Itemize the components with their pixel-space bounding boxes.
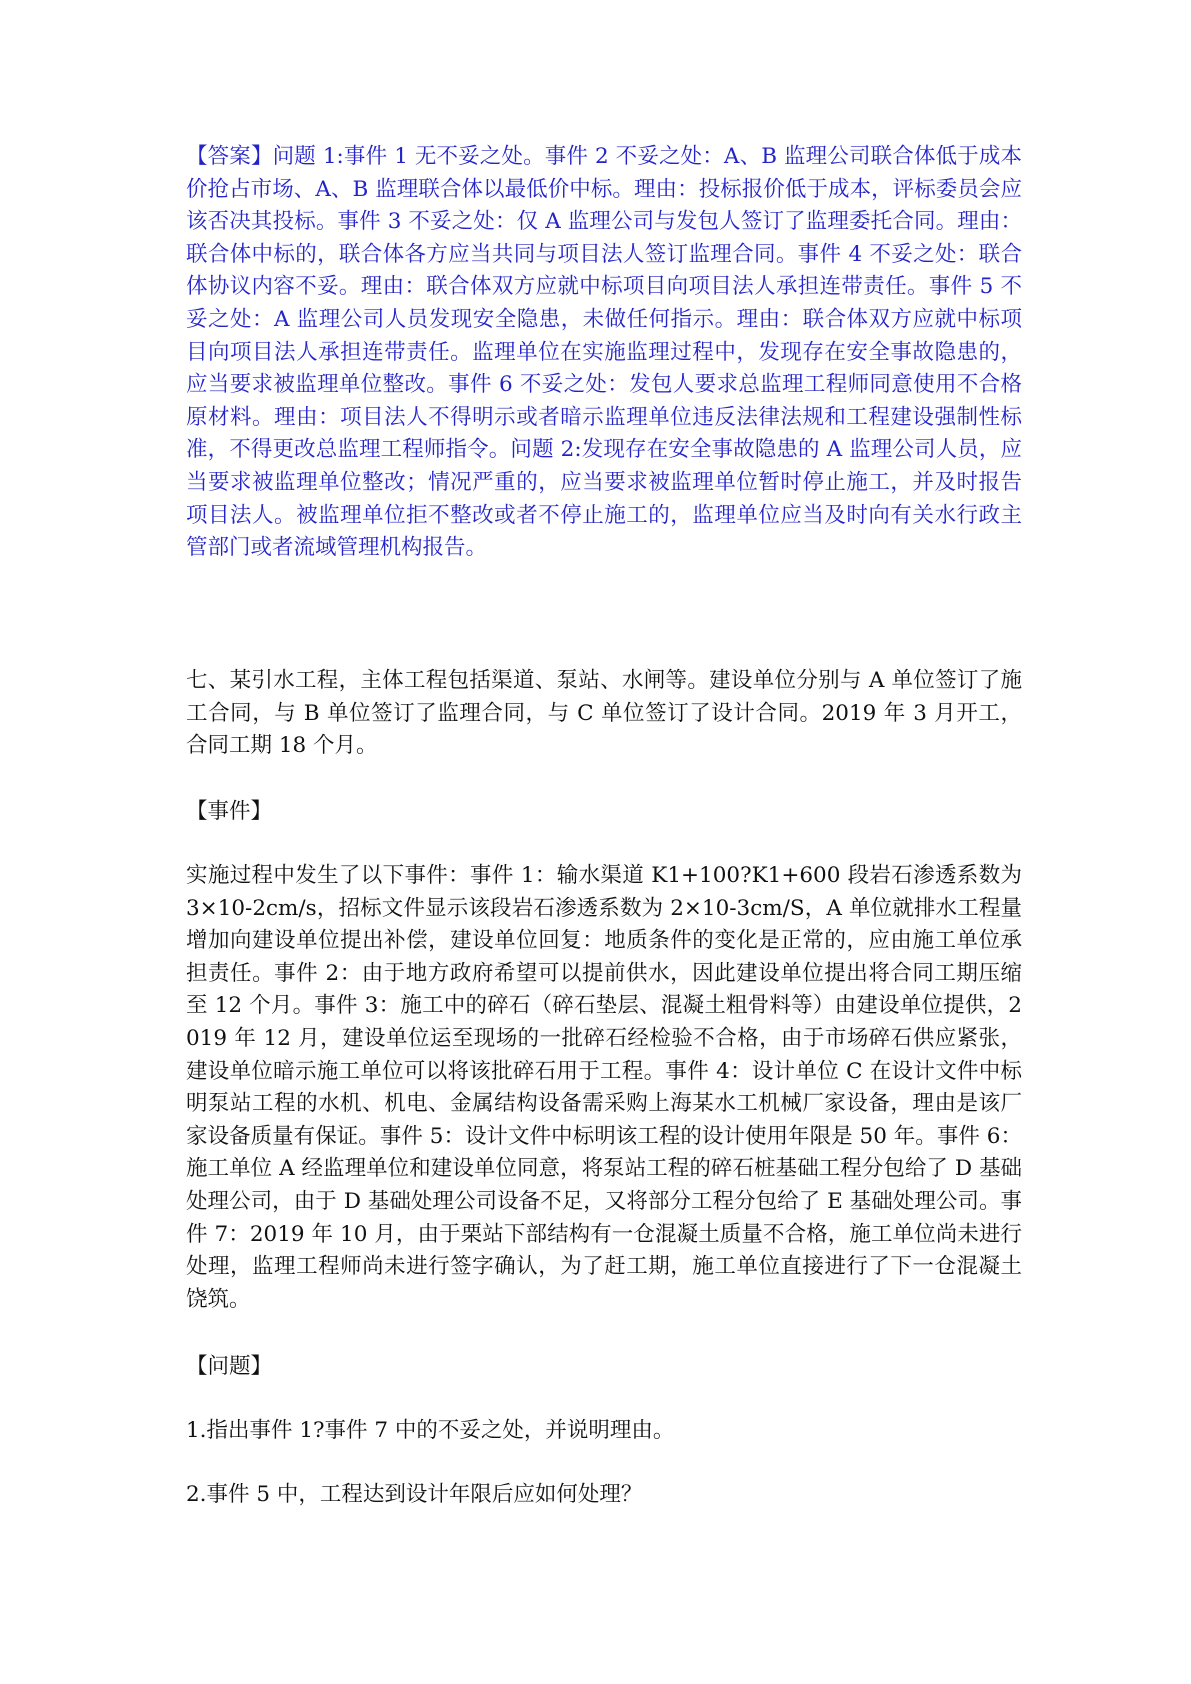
events-heading: 【事件】	[186, 799, 273, 824]
question-item-2: 2.事件 5 中，工程达到设计年限后应如何处理？	[186, 1482, 643, 1507]
answer-paragraph: 【答案】问题 1:事件 1 无不妥之处。事件 2 不妥之处：A、B 监理公司联合体低于成本价抢占市场、A、B 监理联合体以最低价中标。理由：投标报价低于成本，评标委员会应该否决其投标。事件 3 不妥之处：仅 A 监理公司与发包人签订了监理委托合同。理由：联合体中标的，联合体各方应当共同与项目法人签订监理合同。事件 4 不妥之处：联合体协议内容不妥。理由：联合体双方应就中标项目向项目法人承担连带责任。事件 5 不妥之处：A 监理公司人员发现安全隐患，未做任何指示。理由：联合体双方应就中标项目向项目法人承担连带责任。监理单位在实施监理过程中，发现存在安全事故隐患的，应当要求被监理单位整改。事件 6 不妥之处：发包人要求总监理工程师同意使用不合格原材料。理由：项目法人不得明示或者暗示监理单位违反法律法规和工程建设强制性标准，不得更改总监理工程师指令。问题 2:发现存在安全事故隐患的 A 监理公司人员，应当要求被监理单位整改；情况严重的，应当要求被监理单位暂时停止施工，并及时报告项目法人。被监理单位拒不整改或者不停止施工的，监理单位应当及时向有关水行政主管部门或者流域管理机构报告。	[186, 144, 1022, 561]
questions-heading: 【问题】	[186, 1354, 273, 1379]
question-intro: 七、某引水工程，主体工程包括渠道、泵站、水闸等。建设单位分别与 A 单位签订了施工合同，与 B 单位签订了监理合同，与 C 单位签订了设计合同。2019 年 3 月开工，合同工期 18 个月。	[186, 668, 1022, 759]
question-item-1: 1.指出事件 1?事件 7 中的不妥之处，并说明理由。	[186, 1418, 675, 1443]
events-paragraph: 实施过程中发生了以下事件：事件 1：输水渠道 K1+100?K1+600 段岩石渗透系数为 3×10-2cm/s，招标文件显示该段岩石渗透系数为 2×10-3cm/S，A 单位就排水工程量增加向建设单位提出补偿，建设单位回复：地质条件的变化是正常的，应由施工单位承担责任。事件 2：由于地方政府希望可以提前供水，因此建设单位提出将合同工期压缩至 12 个月。事件 3：施工中的碎石（碎石垫层、混凝土粗骨料等）由建设单位提供，2019 年 12 月，建设单位运至现场的一批碎石经检验不合格，由于市场碎石供应紧张，建设单位暗示施工单位可以将该批碎石用于工程。事件 4：设计单位 C 在设计文件中标明泵站工程的水机、机电、金属结构设备需采购上海某水工机械厂家设备，理由是该厂家设备质量有保证。事件 5：设计文件中标明该工程的设计使用年限是 50 年。事件 6：施工单位 A 经监理单位和建设单位同意，将泵站工程的碎石桩基础工程分包给了 D 基础处理公司，由于 D 基础处理公司设备不足，又将部分工程分包给了 E 基础处理公司。事件 7：2019 年 10 月，由于栗站下部结构有一仓混凝土质量不合格，施工单位尚未进行处理，监理工程师尚未进行签字确认，为了赶工期，施工单位直接进行了下一仓混凝土饶筑。	[186, 863, 1022, 1312]
